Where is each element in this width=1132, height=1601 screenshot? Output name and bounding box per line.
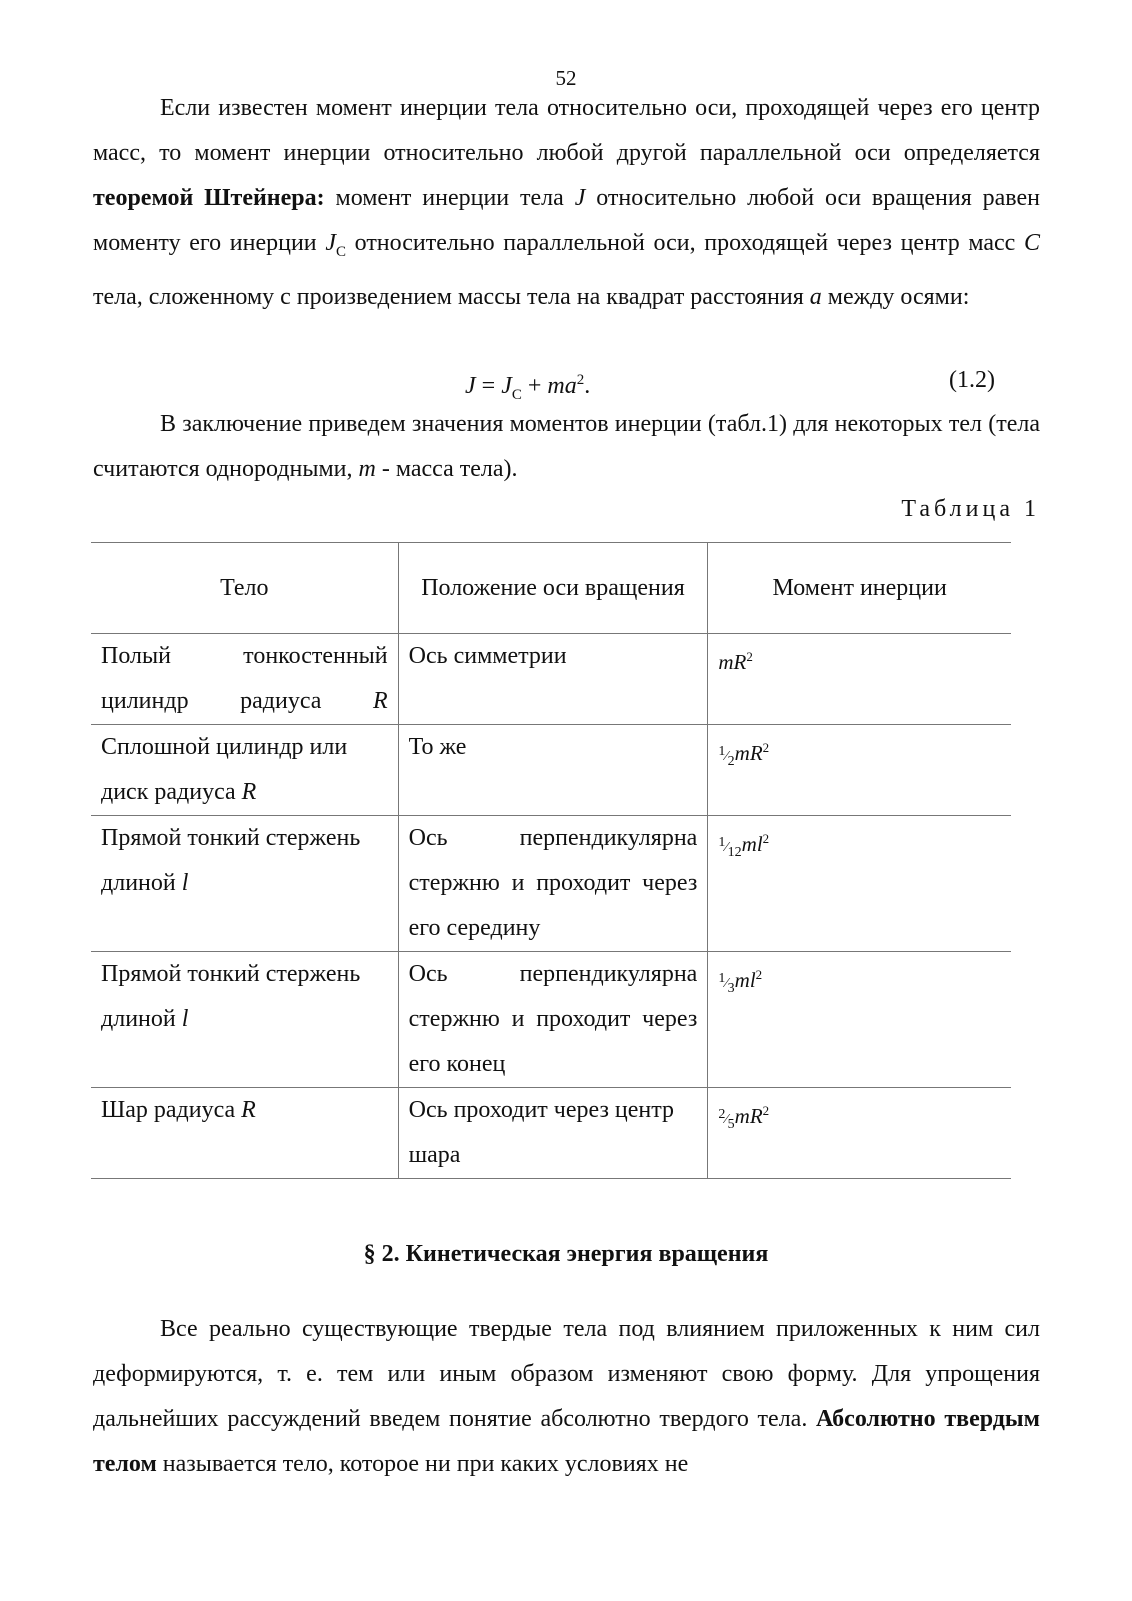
table-row (91, 1088, 1011, 1179)
cell-body: Полый тонкостенный цилиндр радиуса R (91, 634, 398, 725)
cell-axis: То же (398, 725, 708, 816)
paragraph-conclusion: В заключение приведем значения моментов инерции (табл.1) для некоторых тел (тела считаются однородными, m - масса тела). (93, 411, 1040, 482)
cell-body: Шар радиуса R (91, 1088, 398, 1179)
section-heading: § 2. Кинетическая энергия вращения (363, 1241, 769, 1267)
formula-steiner: $J = J_C + ma^2$. (1.2) (93, 358, 1040, 403)
paragraph-steiner: Если известен момент инерции тела относительно оси, проходящей через его центр масс, то момент инерции относительно любой другой параллельной оси определяется теоремой Штейнера: момент инерции тела J относительно любой оси вращения равен моменту его инерции $J_C$ относительно параллельной оси, проходящей через центр масс C тела, сложенному с произведением массы тела на квадрат расстояния a между осями: (93, 95, 1040, 310)
table-header-row (91, 543, 1011, 634)
cell-body: Прямой тонкий стержень длиной l (91, 952, 398, 1088)
cell-axis: Ось перпендикулярна стержню и проходит через его конец (398, 952, 708, 1088)
table-row (91, 816, 1011, 952)
cell-axis: Ось перпендикулярна стержню и проходит через его середину (398, 816, 708, 952)
header-body: Тело (91, 543, 398, 634)
cell-moment: $1⁄2mR^2$ (708, 725, 1011, 816)
header-moment: Момент инерции (708, 543, 1011, 634)
table-row (91, 952, 1011, 1088)
cell-body: Сплошной цилиндр или диск радиуса R (91, 725, 398, 816)
cell-moment: $1⁄3ml^2$ (708, 952, 1011, 1088)
cell-moment: $1⁄12ml^2$ (708, 816, 1011, 952)
cell-axis: Ось проходит через центр шара (398, 1088, 708, 1179)
header-axis: Положение оси вращения (398, 543, 708, 634)
formula-number: (1.2) (949, 367, 995, 393)
table-row (91, 725, 1011, 816)
moments-of-inertia-table (91, 542, 1011, 1179)
term-steiner-theorem: теоремой Штейнера: (93, 185, 325, 211)
page-number: 52 (555, 66, 577, 90)
cell-axis: Ось симметрии (398, 634, 708, 725)
paragraph-rigid-body: Все реально существующие твердые тела под влиянием приложенных к ним сил деформируются, т. е. тем или иным образом изменяют свою форму. Для упрощения дальнейших рассуждений введем понятие абсолютно твердого тела. Абсолютно твердым телом называется тело, которое ни при каких условиях не (93, 1316, 1040, 1477)
cell-body: Прямой тонкий стержень длиной l (91, 816, 398, 952)
table-row (91, 634, 1011, 725)
table-caption: Таблица 1 (901, 496, 1040, 522)
term-rigid-body: Абсолютно твердым телом (93, 1406, 1040, 1477)
cell-moment: $2⁄5mR^2$ (708, 1088, 1011, 1179)
cell-moment: $mR^2$ (708, 634, 1011, 725)
